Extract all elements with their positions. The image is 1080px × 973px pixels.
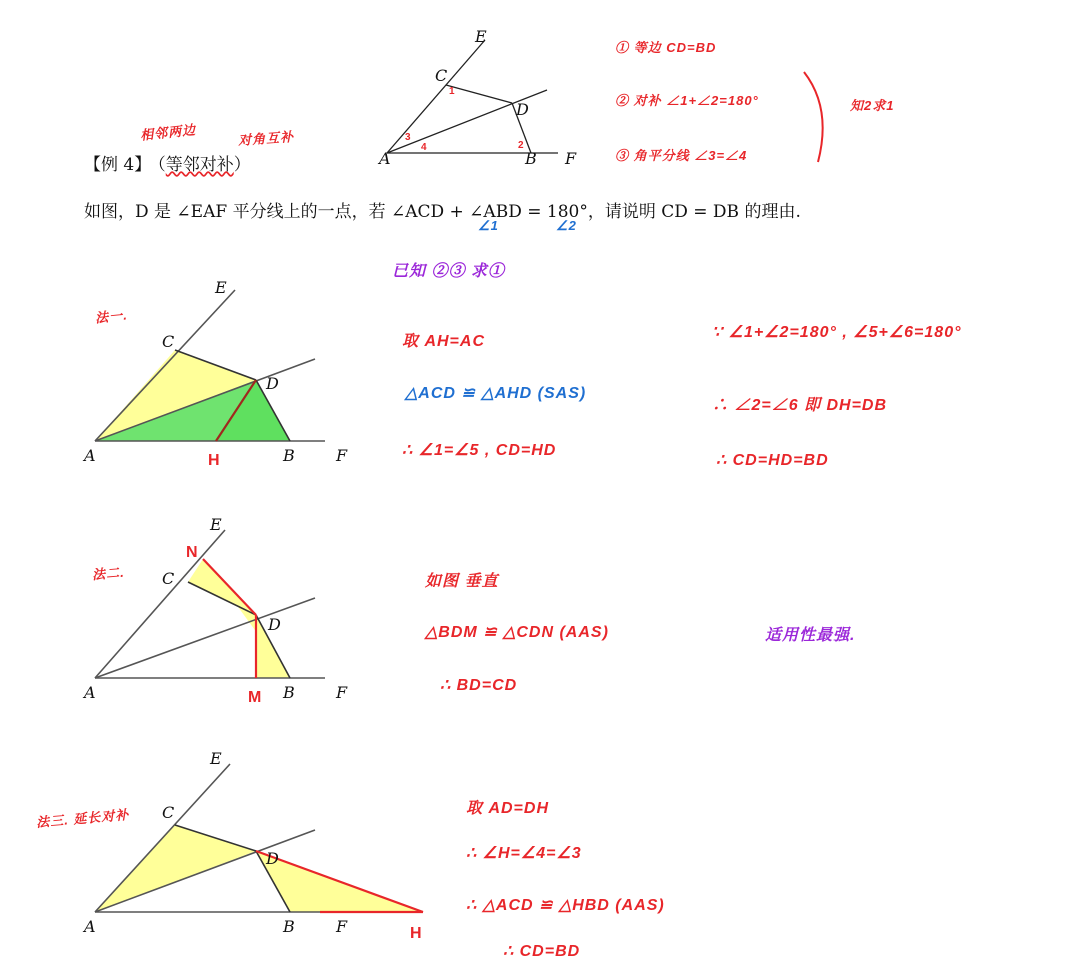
m3-label-f: F [336,917,348,936]
top-label-a: A [379,149,391,168]
m2-label-m: M [248,689,262,706]
m2-label-d: D [268,615,281,634]
method1-step-3: ∴ ∠1=∠5 , CD=HD [402,442,557,459]
m3-label-b: B [283,917,295,936]
example-heading [84,150,251,175]
angle-note-1: ∠1 [478,218,499,233]
top-label-b: B [525,149,537,168]
angle-note-2: ∠2 [556,218,577,233]
method3-step-4: ∴ CD=BD [503,943,581,960]
top-label-e: E [475,27,487,46]
m3-label-h: H [410,925,422,942]
method1-step-1: 取 AH=AC [402,333,486,350]
method2-step-2: △BDM ≌ △CDN (AAS) [425,624,609,641]
method2-step-3: ∴ BD=CD [440,677,518,694]
m2-label-f: F [336,683,348,702]
method1-step-right-2: ∴ ∠2=∠6 即 DH=DB [712,397,888,414]
method1-title: 法一. [94,307,129,326]
m1-label-c: C [162,332,175,351]
method2-title: 法二. [91,564,126,583]
m2-label-e: E [210,515,222,534]
m3-label-a: A [84,917,96,936]
top-angle-1: 1 [449,86,455,97]
example-label: 【例 4】 [84,155,152,175]
m1-label-b: B [283,446,295,465]
example-tag-close: ） [233,155,251,175]
m1-label-d: D [266,374,279,393]
problem-statement: 如图，D 是 ∠EAF 平分线上的一点，若 ∠ACD + ∠ABD = 180°，请说明 CD = DB 的理由. [84,202,801,222]
annotation-adjacent-sides: 相邻两边 [139,122,197,143]
method3-step-2: ∴ ∠H=∠4=∠3 [466,845,582,862]
method2-figure [80,512,370,712]
example-tag-words: 等邻对补 [165,155,234,175]
method1-step-right-3: ∴ CD=HD=BD [716,452,829,469]
conditions-summary: 知2求1 [850,98,895,113]
m3-label-c: C [162,803,175,822]
m2-label-c: C [162,569,175,588]
m3-label-e: E [210,749,222,768]
top-angle-4: 4 [421,142,427,153]
condition-3: ③ 角平分线 ∠3=∠4 [615,148,748,163]
condition-1: ① 等边 CD=BD [615,40,717,55]
top-label-d: D [516,100,529,119]
example-tag-open: （ [157,155,166,175]
method3-step-1: 取 AD=DH [466,800,550,817]
m2-label-a: A [84,683,96,702]
m2-label-n: N [186,544,198,561]
method3-title: 法三. 延长对补 [35,806,130,831]
method3-figure [80,746,440,946]
method3-step-3: ∴ △ACD ≌ △HBD (AAS) [466,897,665,914]
condition-2: ② 对补 ∠1+∠2=180° [615,93,759,108]
m2-label-b: B [283,683,295,702]
method2-note: 适用性最强. [765,627,856,644]
method1-figure [80,275,370,475]
top-angle-3: 3 [405,132,411,143]
method1-step-right-1: ∵ ∠1+∠2=180° , ∠5+∠6=180° [712,324,962,341]
conditions-brace [800,68,840,168]
m1-label-a: A [84,446,96,465]
top-label-f: F [565,149,577,168]
top-label-c: C [435,66,448,85]
top-figure [375,27,595,170]
m3-label-d: D [266,849,279,868]
method2-step-1: 如图 垂直 [425,573,499,590]
known-find-note: 已知 ②③ 求① [392,263,505,280]
method1-step-2: △ACD ≌ △AHD (SAS) [405,385,587,402]
annotation-supplementary: 对角互补 [237,129,295,148]
m1-label-h: H [208,452,220,469]
top-angle-2: 2 [518,140,524,151]
m1-label-e: E [215,278,227,297]
m1-label-f: F [336,446,348,465]
